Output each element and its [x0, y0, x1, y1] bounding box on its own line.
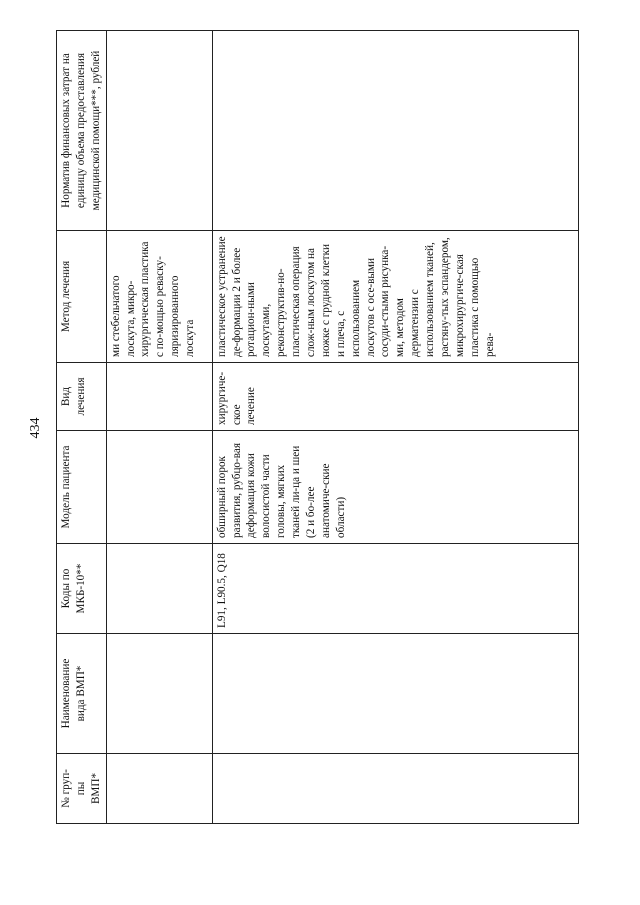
cell-patient-model: обширный порок развития, рубцо-вая деформация кожи волосистой части головы, мягких тканей ли-ца и шеи (2 и бо-лее анатомиче-ские области): [212, 431, 578, 544]
header-icd-codes: Коды по МКБ-10**: [57, 544, 107, 634]
cell-patient-model: [106, 431, 212, 544]
cell-icd-codes: [106, 544, 212, 634]
document-table-area: [56, 31, 579, 824]
vmp-table: [56, 30, 579, 824]
page-number: 434: [28, 417, 43, 439]
header-vmp-name: Наименование вида ВМП*: [57, 634, 107, 754]
cell-cost-norm: [212, 31, 578, 231]
cell-vmp-name: [212, 634, 578, 754]
cell-cost-norm: [106, 31, 212, 231]
header-patient-model: Модель пациента: [57, 431, 107, 544]
table-row: [212, 31, 578, 824]
header-treatment-type: Вид лечения: [57, 363, 107, 431]
cell-treatment-method: ми стебельчатого лоскута, микро-хирургическая пластика с по-мощью реваску-ляризированного лоскута: [106, 231, 212, 363]
cell-treatment-type: [106, 363, 212, 431]
cell-icd-codes: L91, L90.5, Q18: [212, 544, 578, 634]
cell-vmp-name: [106, 634, 212, 754]
header-treatment-method: Метод лечения: [57, 231, 107, 363]
table-row: [106, 31, 212, 824]
cell-treatment-type: хирургиче-ское лечение: [212, 363, 578, 431]
cell-group-no: [106, 754, 212, 824]
rotated-table-inner: [56, 31, 579, 824]
cell-group-no: [212, 754, 578, 824]
header-cost-norm: Норматив финансовых затрат на единицу объема предоставления медицинской помощи***, рублей: [57, 31, 107, 231]
cell-treatment-method: пластическое устранение де-формации 2 и более ротацион-ными лоскутами, реконструктив-но-пластическая операция слож-ным лоскутом на ножке с грудной клетки и плеча, с использованием лоскутов с осе-выми сосуди-стыми рисунка-ми, методом дерматензии с использованием тканей, растяну-тых эспандером, микрохирургиче-ская пластика с помощью рева-: [212, 231, 578, 363]
header-group-no: № груп- пы ВМП*: [57, 754, 107, 824]
